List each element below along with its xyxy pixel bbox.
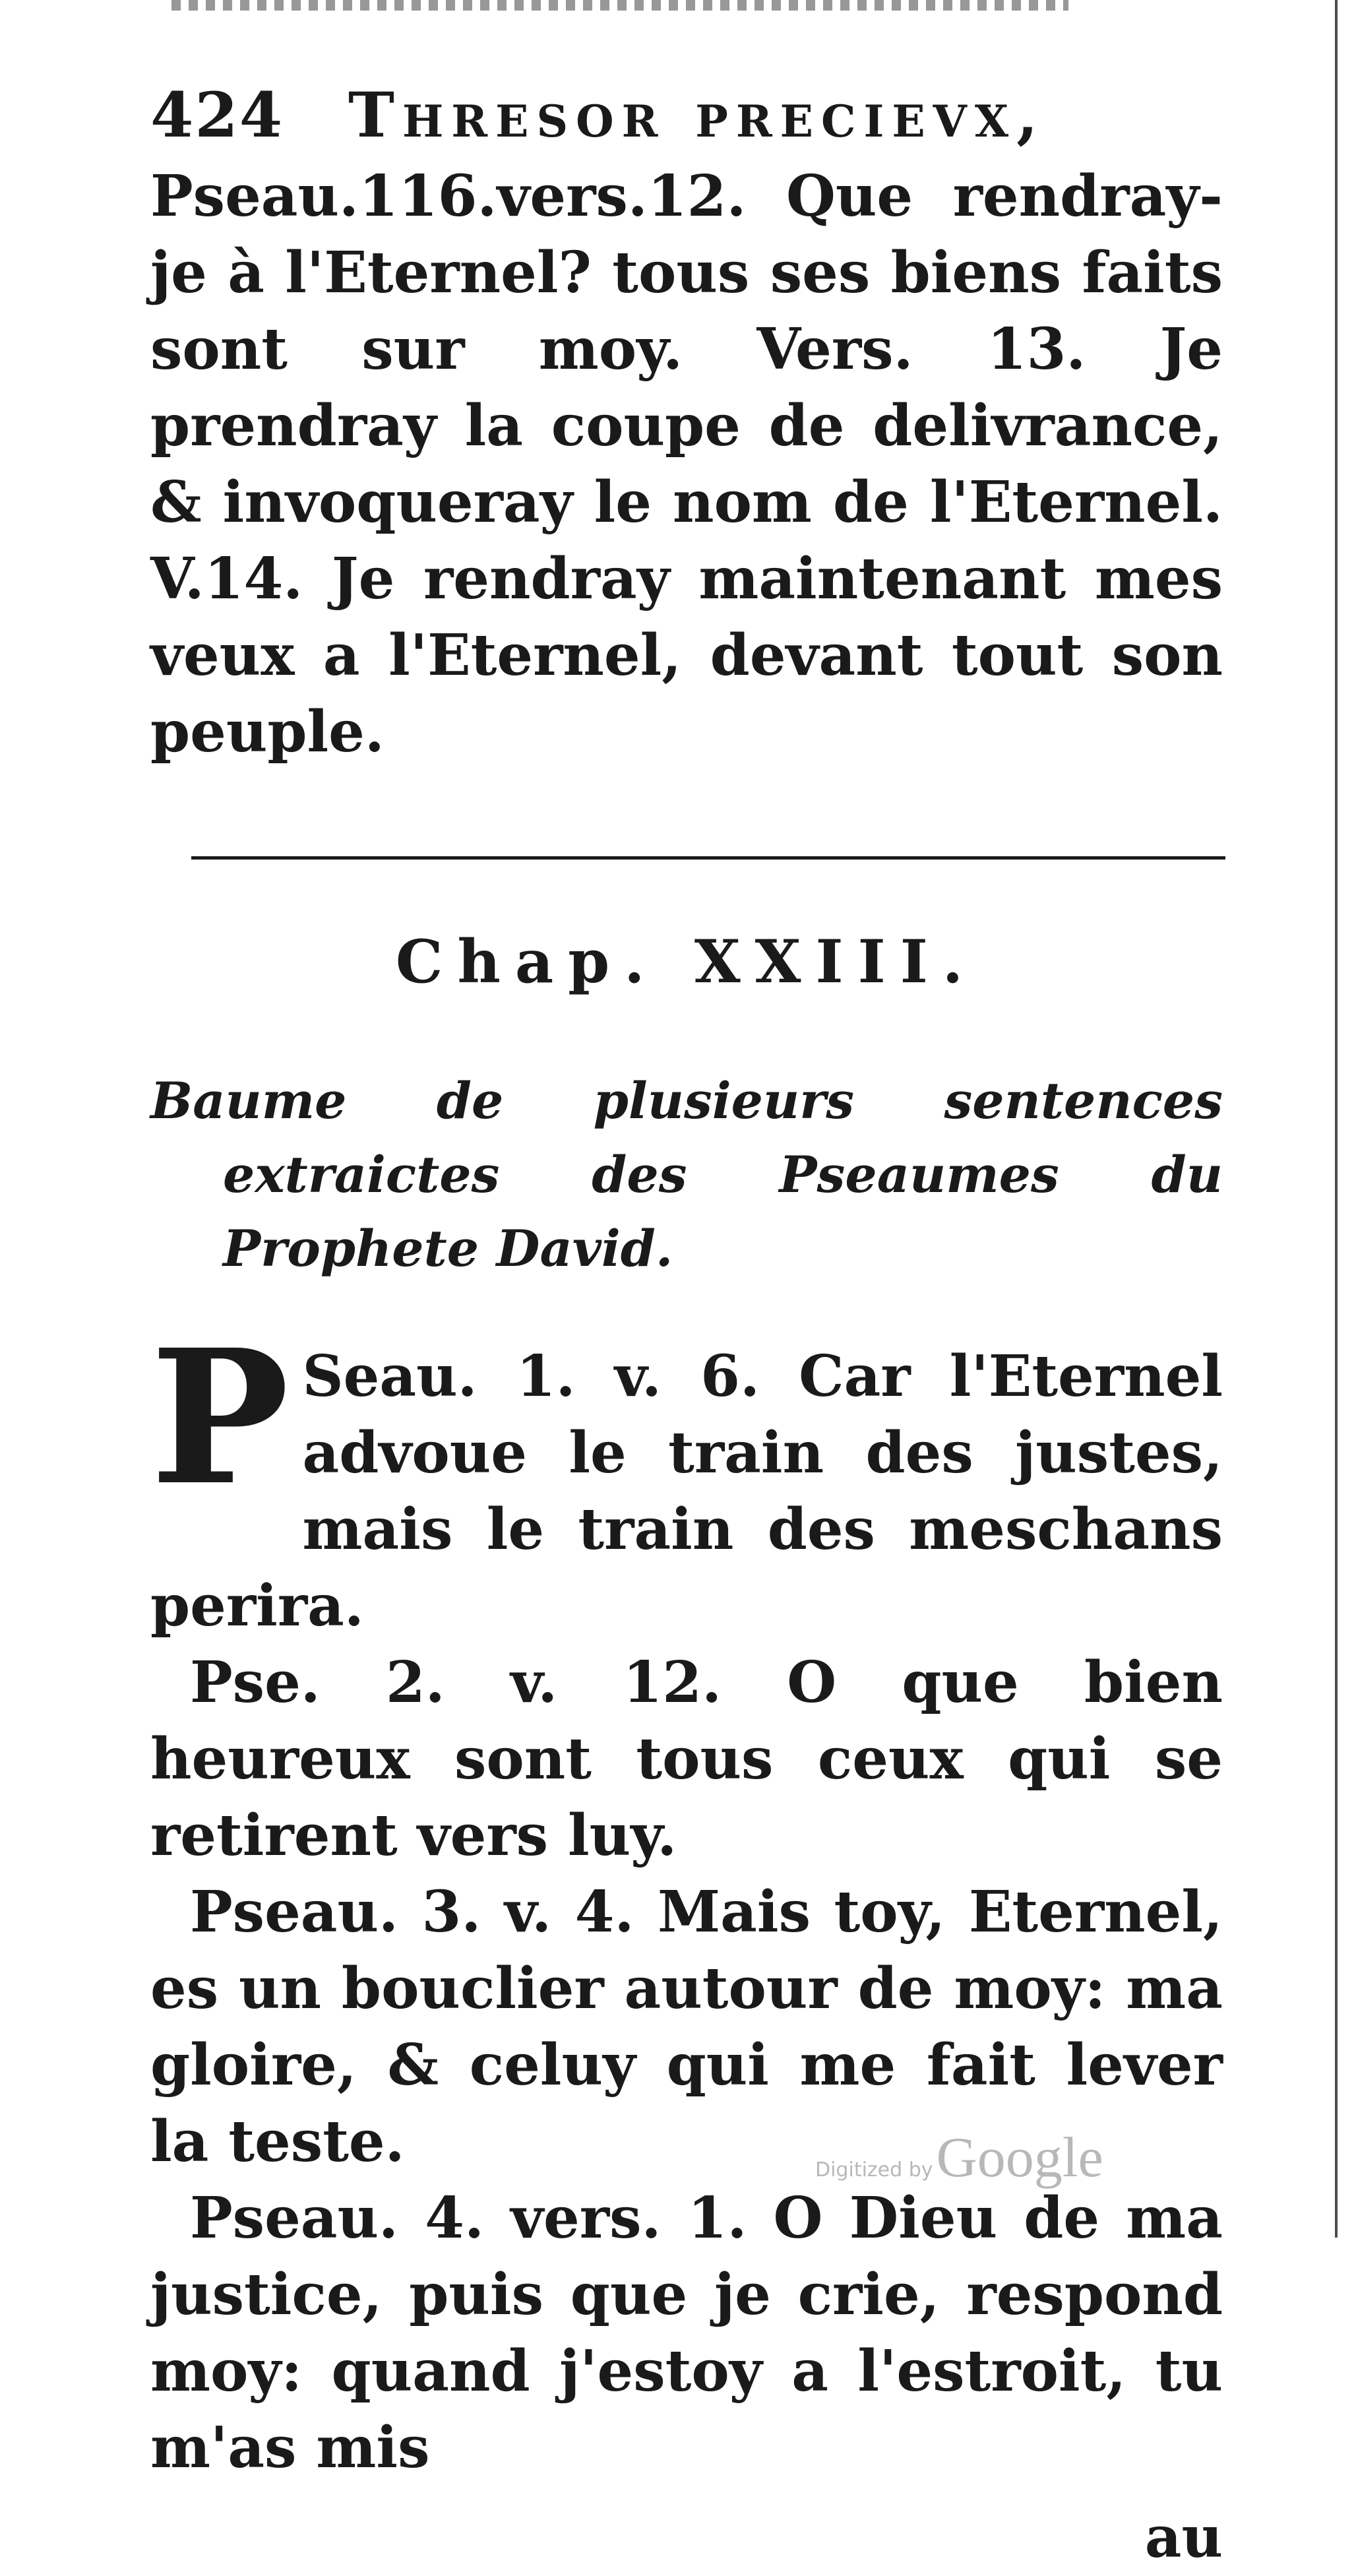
section-divider bbox=[191, 856, 1225, 860]
psalm-paragraph-3: Pseau. 3. v. 4. Mais toy, Eternel, es un bouclier autour de moy: ma gloire, & celuy qui me fait lever la teste. bbox=[150, 1879, 1223, 2175]
psalm-paragraph-4: Pseau. 4. vers. 1. O Dieu de ma justice, puis que je crie, respond moy: quand j'estoy a l'estroit, tu m'as mis bbox=[150, 2185, 1223, 2481]
watermark-logo: Google bbox=[936, 2125, 1103, 2189]
chapter-summary: Baume de plusieurs sentences extraictes des Pseaumes du Prophete David. bbox=[150, 1071, 1223, 1278]
drop-cap-letter: P bbox=[150, 1309, 290, 1526]
book-page bbox=[150, 73, 1223, 2576]
catchword: au bbox=[1144, 2504, 1223, 2571]
psalm-paragraph-1 bbox=[150, 1309, 1223, 1645]
cropped-previous-line bbox=[171, 0, 1068, 11]
watermark-prefix: Digitized by bbox=[815, 2158, 933, 2182]
chapter-heading: Chap. XXIII. bbox=[395, 927, 978, 997]
page-header bbox=[150, 73, 1223, 158]
psalm-paragraph-2: Pse. 2. v. 12. O que bien heureux sont tous ceux qui se retirent vers luy. bbox=[150, 1649, 1223, 1869]
paragraph-text: Seau. 1. v. 6. Car l'Eternel advoue le train des justes, mais le train des meschans perira. bbox=[150, 1343, 1223, 1639]
previous-passage: Pseau.116.vers.12. Que rendray-je à l'Eternel? tous ses biens faits sont sur moy. Vers. 13. Je prendray la coupe de delivrance, & invoqueray le nom de l'Eternel. V.14. Je rendray maintenant mes veux a l'Eternel, devant tout son peuple. bbox=[150, 163, 1223, 765]
running-title: Thresor precievx, bbox=[348, 79, 1046, 152]
page-binding-edge bbox=[1335, 0, 1338, 2238]
page-number: 424 bbox=[150, 79, 284, 152]
digitization-watermark bbox=[815, 2124, 1103, 2190]
